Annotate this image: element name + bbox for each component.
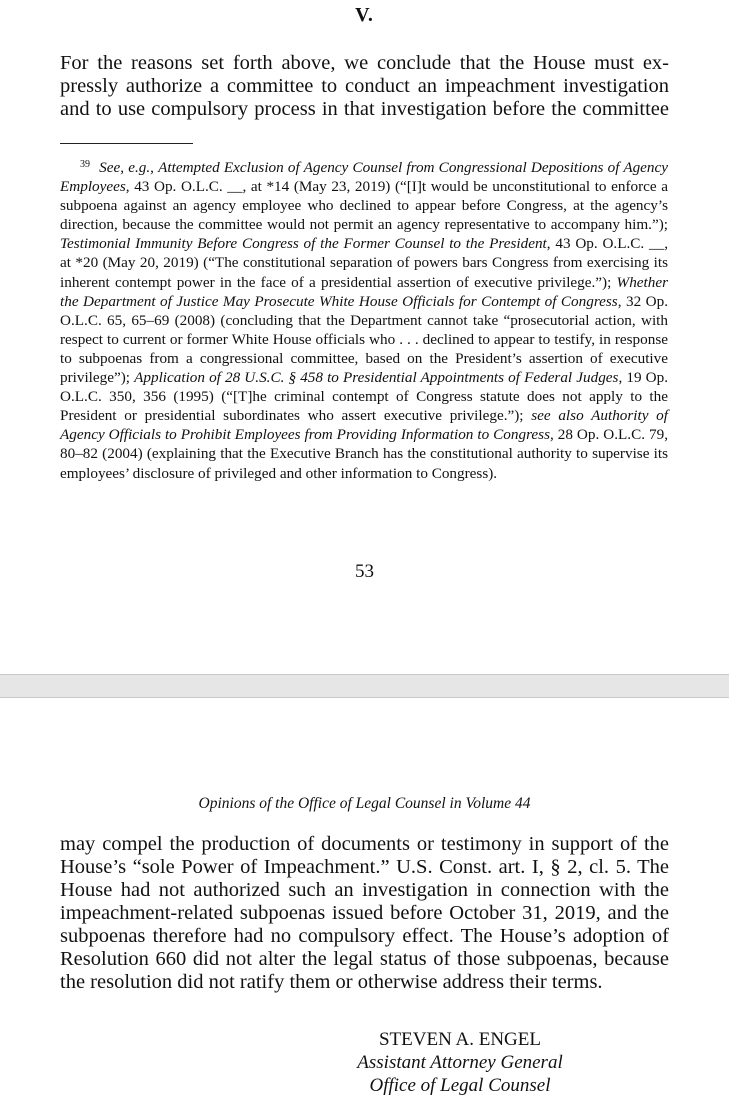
document-page-bottom (0, 698, 729, 1111)
page-separator (0, 674, 729, 698)
body-line: Resolution 660 did not alter the legal status of those subpoenas, because (60, 948, 669, 970)
footnote-text: , 43 Op. O.L.C. __, at *14 (May 23, 2019) (“[I]t would be unconstitutional to enforce a subpoena against an agency employee who declined to appear before Congress, at the agency’s direction, because the committee would not permit an agency representative to accompany him.”); (60, 178, 668, 234)
footnote-text: , 32 Op. O.L.C. 65, 65–69 (2008) (concluding that the Department cannot take “prosecutorial action, with respect to current or former White House officials who . . . declined to appear to testify, in response to subpoenas from a congressional committee, based on the President’s assertion of executive privilege”); (60, 292, 668, 387)
running-head: Opinions of the Office of Legal Counsel in Volume 44 (198, 795, 531, 812)
footnote-text: , 28 Op. O.L.C. 79, 80–82 (2004) (explaining that the Executive Branch has the constitutional authority to supervise its employees’ disclosure of privileged and other information to Congress). (60, 426, 668, 482)
footnote-citation-title: see also Authority of Agency Officials to Prohibit Employees from Providing Information to Congress (60, 407, 668, 444)
footnote-text: , 43 Op. O.L.C. __, at *20 (May 20, 2019) (“The constitutional separation of powers bars Congress from exercising its inherent contempt power in the face of a presidential assertion of executive privilege.”); (60, 235, 668, 291)
footnote-citation-title: Whether the Department of Justice May Prosecute White House Officials for Contempt of Congress (60, 273, 668, 310)
section-heading: V. (355, 4, 374, 26)
footnote-citation-title: See, e.g. (99, 159, 151, 176)
footnote-citation-title: Testimonial Immunity Before Congress of the Former Counsel to the President (60, 235, 547, 253)
signatory-name: STEVEN A. ENGEL (378, 1029, 541, 1050)
signatory-title: Assistant Attorney General (357, 1052, 563, 1073)
footnote-citation-title: Attempted Exclusion of Agency Counsel from Congressional Depositions of Agency Employees (60, 159, 669, 196)
body-line: House had not authorized such an investigation in connection with the (60, 879, 669, 901)
footnote-divider (60, 143, 193, 144)
body-line: the resolution did not ratify them or otherwise address their terms. (60, 971, 603, 993)
body-line: House’s “sole Power of Impeachment.” U.S. Const. art. I, § 2, cl. 5. The (60, 856, 669, 878)
body-line: For the reasons set forth above, we conclude that the House must ex- (60, 52, 669, 74)
body-line: and to use compulsory process in that investigation before the committee (60, 98, 669, 120)
footnote-citation-title: Application of 28 U.S.C. § 458 to Presidential Appointments of Federal Judges (134, 369, 619, 387)
footnote-number: 39 (80, 159, 90, 170)
page-number: 53 (355, 561, 374, 582)
body-line: pressly authorize a committee to conduct an impeachment investigation (60, 75, 669, 97)
footnote (60, 155, 668, 483)
signatory-office: Office of Legal Counsel (369, 1075, 551, 1096)
footnote-text: , (150, 159, 159, 176)
body-line: subpoenas therefore had no compulsory effect. The House’s adoption of (60, 925, 669, 947)
footnote-text: , 19 Op. O.L.C. 350, 356 (1995) (“[T]he criminal contempt of Congress statute does not apply to the President or presidential subordinates who assert executive privilege.”); (60, 369, 668, 425)
body-line: may compel the production of documents or testimony in support of the (60, 833, 669, 855)
body-line: impeachment-related subpoenas issued before October 31, 2019, and the (60, 902, 669, 924)
